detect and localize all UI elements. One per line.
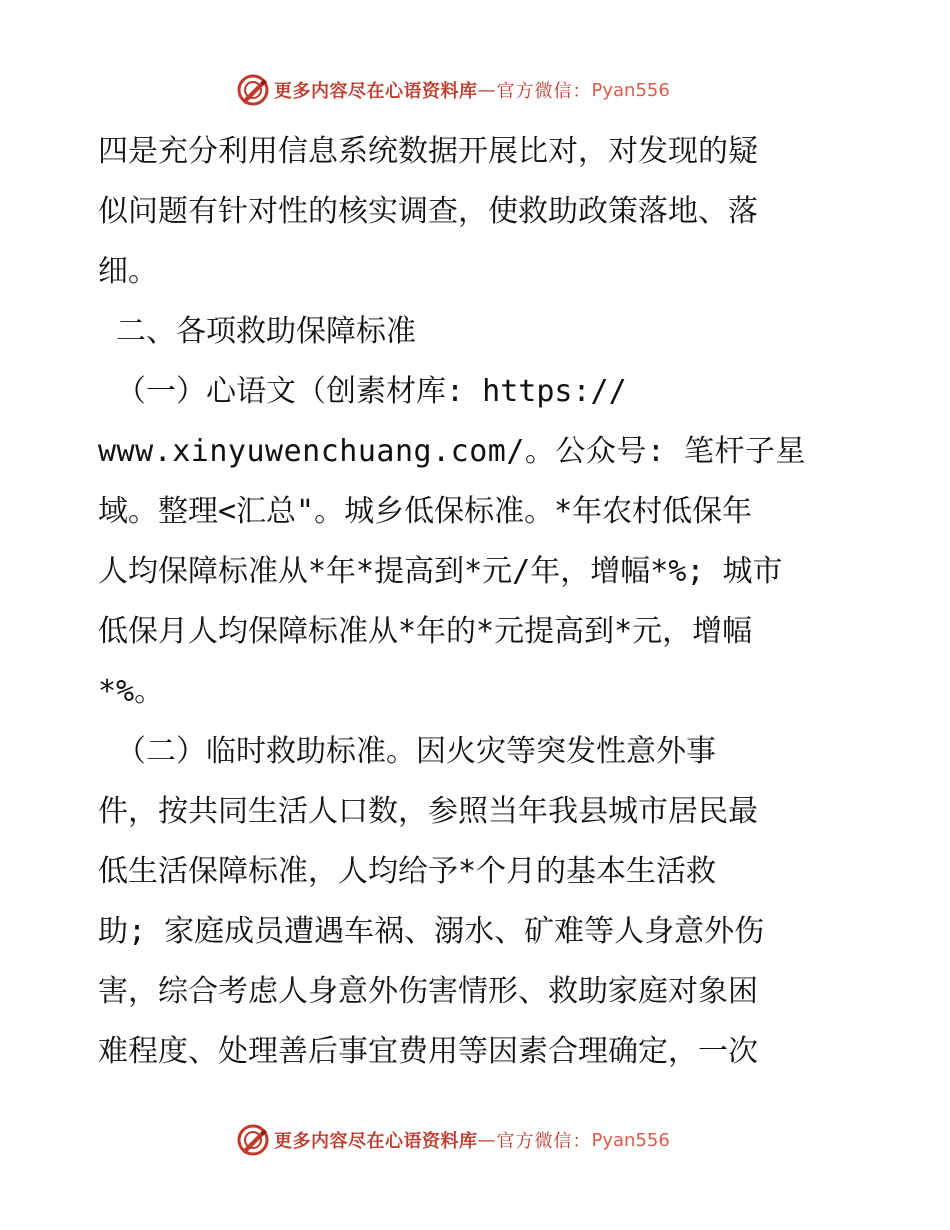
body-line: 人均保障标准从*年*提高到*元/年，增幅*%; 城市: [98, 554, 783, 589]
banner-sub-text: 官方微信：: [496, 81, 592, 102]
header-watermark: [236, 72, 716, 108]
body-line: 低保月人均保障标准从*年的*元提高到*元，增幅: [98, 614, 753, 649]
banner-main-text: 更多内容尽在心语资料库: [274, 1131, 478, 1152]
pen-seal-logo-icon: [236, 1123, 270, 1157]
banner-wechat-id: Pyan556: [591, 1129, 670, 1151]
body-line: 域。整理<汇总"。城乡低保标准。*年农村低保年: [98, 494, 753, 529]
body-line: 低生活保障标准，人均给予*个月的基本生活救: [98, 854, 717, 889]
banner-wechat-id: Pyan556: [591, 79, 670, 101]
section-heading: 二、各项救助保障标准: [98, 314, 417, 349]
body-line: 难程度、处理善后事宜费用等因素合理确定，一次: [98, 1034, 758, 1069]
subsection-heading: （一）心语文（创素材库: https://: [98, 374, 627, 409]
body-line: 助; 家庭成员遭遇车祸、溺水、矿难等人身意外伤: [98, 914, 765, 949]
pen-seal-logo-icon: [236, 73, 270, 107]
banner-main-text: 更多内容尽在心语资料库: [274, 81, 478, 102]
body-line: 四是充分利用信息系统数据开展比对，对发现的疑: [98, 134, 758, 169]
banner-separator: —: [477, 79, 497, 101]
banner-separator: —: [477, 1129, 497, 1151]
body-line: 似问题有针对性的核实调查，使救助政策落地、落: [98, 194, 758, 229]
footer-watermark: [236, 1122, 716, 1158]
body-line: 细。: [98, 254, 158, 289]
banner-sub-text: 官方微信：: [496, 1131, 592, 1152]
body-line: www.xinyuwenchuang.com/。公众号: 笔杆子星: [98, 434, 807, 469]
subsection-heading: （二）临时救助标准。因火灾等突发性意外事: [98, 734, 717, 769]
body-line: *%。: [98, 674, 165, 709]
document-body: [98, 122, 858, 1082]
body-line: 害，综合考虑人身意外伤害情形、救助家庭对象困: [98, 974, 758, 1009]
body-line: 件，按共同生活人口数，参照当年我县城市居民最: [98, 794, 758, 829]
